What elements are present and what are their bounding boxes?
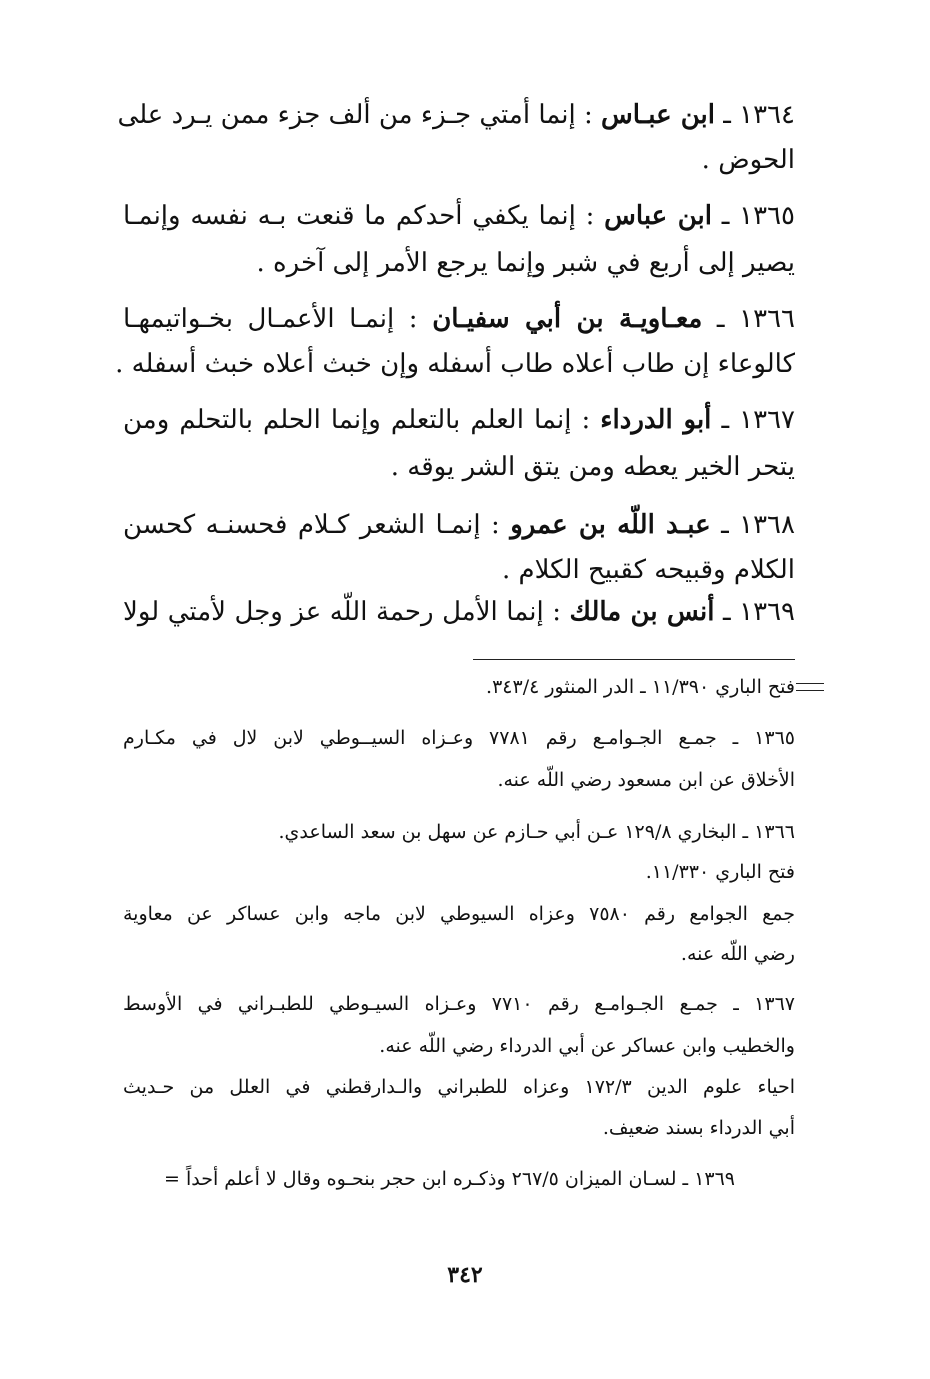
entry-speaker: ابن عبـاس bbox=[601, 100, 715, 130]
entry-speaker: عبـد اللّه بن عمرو bbox=[510, 510, 711, 540]
footnote-line: رضي اللّه عنه. bbox=[680, 943, 795, 965]
entry-1364-line2: الحوض . bbox=[701, 145, 795, 175]
entry-number: ١٣٦٤ bbox=[739, 100, 795, 130]
entry-number: ١٣٦٥ bbox=[739, 201, 795, 231]
footnote-line: ١٣٦٦ ـ البخاري ١٢٩/٨ عـن أبي حـازم عن سهل بن سعد الساعدي. bbox=[278, 821, 795, 843]
entry-1368-line1: ١٣٦٨ ـ عبـد اللّه بن عمرو : إنمـا الشعر كـلام فحسنـه كحسن bbox=[123, 510, 795, 540]
entry-1364-line1: ١٣٦٤ ـ ابن عبـاس : إنما أمتي جـزء من ألف جزء ممن يـرد على bbox=[117, 100, 795, 130]
footnote-line: الأخلاق عن ابن مسعود رضي اللّه عنه. bbox=[497, 769, 795, 791]
entry-number: ١٣٦٧ bbox=[739, 405, 795, 435]
footnote-line: فتح الباري ١١/٣٩٠ ـ الدر المنثور ٣٤٣/٤. bbox=[486, 676, 795, 698]
entry-text: إنما الأمل رحمة اللّه عز وجل لأمتي لولا bbox=[123, 597, 544, 627]
footnote-line: فتح الباري ١١/٣٣٠. bbox=[645, 861, 795, 883]
entry-1366-line1: ١٣٦٦ ـ معـاويـة بن أبي سفيـان : إنمـا الأعمـال بخـواتيمهـا bbox=[123, 304, 796, 334]
footnote-line: احياء علوم الدين ١٧٢/٣ وعزاه للطبراني والـدارقطني في العلل من حـديث bbox=[123, 1076, 795, 1098]
footnote-line: أبي الدرداء بسند ضعيف. bbox=[602, 1117, 795, 1139]
page-number: ٣٤٢ bbox=[447, 1262, 483, 1288]
entry-1367-line1: ١٣٦٧ ـ أبو الدرداء : إنما العلم بالتعلم وإنما الحلم بالتحلم ومن bbox=[123, 405, 795, 435]
entry-speaker: معـاويـة بن أبي سفيـان bbox=[432, 304, 703, 334]
footnote-line: والخطيب وابن عساكر عن أبي الدرداء رضي اللّه عنه. bbox=[379, 1035, 795, 1057]
entry-text: إنما يكفي أحدكم ما قنعت بـه نفسه وإنمـا bbox=[123, 201, 576, 231]
entry-text: إنما العلم بالتعلم وإنما الحلم بالتحلم ومن bbox=[123, 405, 572, 435]
footnote-line: ١٣٦٥ ـ جمـع الجـوامـع رقم ٧٧٨١ وعـزاه السيــوطي لابن لال في مكـارم bbox=[123, 727, 795, 749]
entry-1369-line1: ١٣٦٩ ـ أنس بن مالك : إنما الأمل رحمة اللّه عز وجل لأمتي لولا bbox=[123, 597, 796, 627]
footnote-line: ١٣٦٩ ـ لسـان الميزان ٢٦٧/٥ وذكـره ابن حجر بنحـوه وقال لا أعلم أحداً = bbox=[164, 1168, 735, 1190]
entry-speaker: أبو الدرداء bbox=[600, 405, 712, 435]
footnote-line: جمع الجوامع رقم ٧٥٨٠ وعزاه السيوطي لابن ماجه وابن عساكر عن معاوية bbox=[123, 903, 795, 925]
entry-speaker: ابن عباس bbox=[604, 201, 712, 231]
entry-1368-line2: الكلام وقبيحه كقبيح الكلام . bbox=[502, 555, 795, 585]
footnote-line: ١٣٦٧ ـ جمـع الجـوامـع رقم ٧٧١٠ وعـزاه السيـوطي للطبـراني في الأوسط bbox=[123, 993, 795, 1015]
entry-1366-line2: كالوعاء إن طاب أعلاه طاب أسفله وإن خبث أعلاه خبث أسفله . bbox=[115, 349, 795, 379]
entry-1365-line1: ١٣٦٥ ـ ابن عباس : إنما يكفي أحدكم ما قنعت بـه نفسه وإنمـا bbox=[123, 201, 795, 231]
entry-number: ١٣٦٦ bbox=[739, 304, 796, 334]
continuation-mark bbox=[796, 683, 824, 691]
entry-speaker: أنس بن مالك bbox=[569, 597, 715, 627]
entry-text: إنما أمتي جـزء من ألف جزء ممن يـرد على bbox=[117, 100, 576, 130]
entry-number: ١٣٦٨ bbox=[739, 510, 795, 540]
entry-1367-line2: يتحر الخير يعطه ومن يتق الشر يوقه . bbox=[390, 452, 795, 482]
entry-1365-line2: يصير إلى أربع في شبر وإنما يرجع الأمر إلى آخره . bbox=[256, 248, 795, 278]
entry-text: إنمـا الأعمـال بخـواتيمهـا bbox=[123, 304, 395, 334]
footnote-separator bbox=[473, 659, 795, 660]
entry-text: إنمـا الشعر كـلام فحسنـه كحسن bbox=[123, 510, 481, 540]
entry-number: ١٣٦٩ bbox=[739, 597, 796, 627]
